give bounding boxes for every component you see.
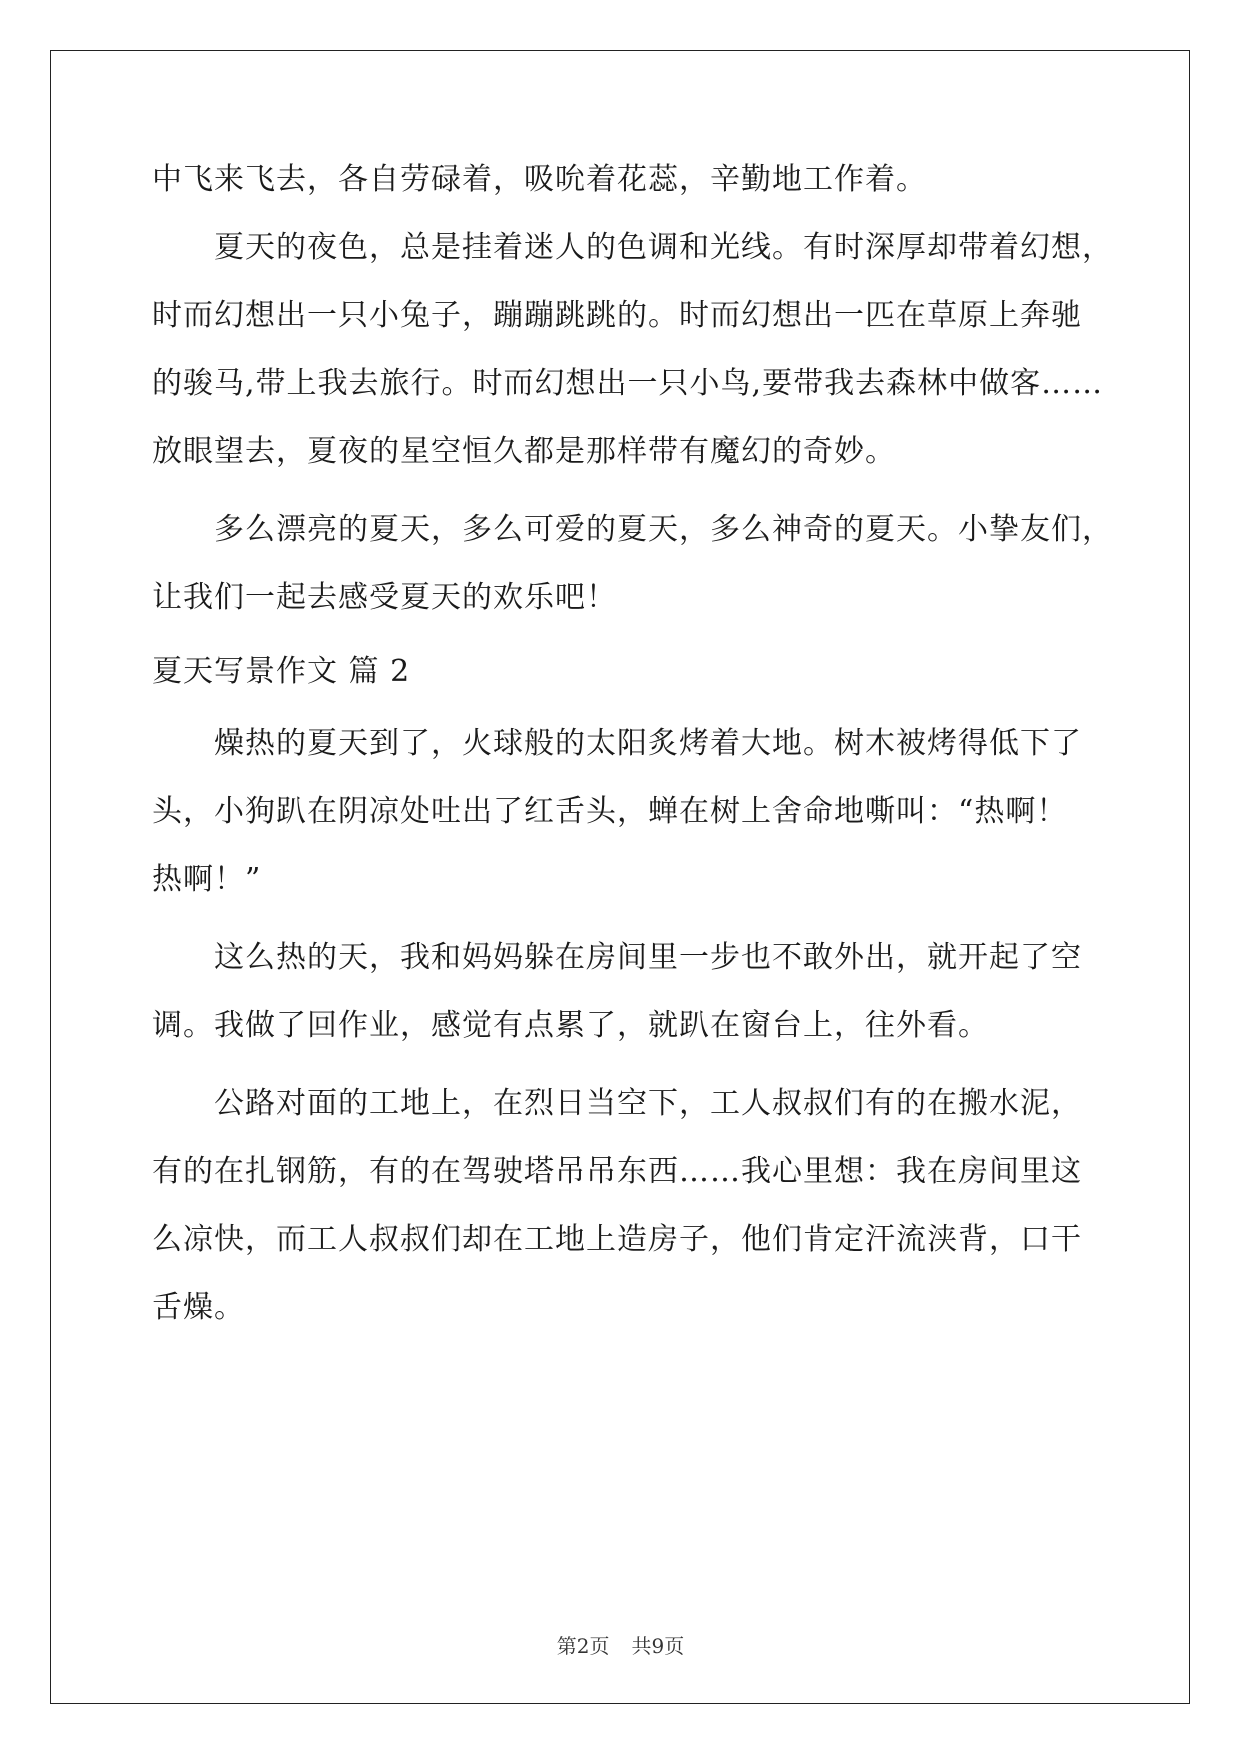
paragraph-start: 多么漂亮的夏天，多么可爱的夏天，多么神奇的夏天。小挚友们， bbox=[214, 512, 1113, 547]
text-line: 的骏马,带上我去旅行。时而幻想出一只小鸟,要带我去森林中做客…… bbox=[152, 366, 1104, 401]
text-line: 有的在扎钢筋，有的在驾驶塔吊吊东西……我心里想：我在房间里这 bbox=[152, 1154, 1082, 1189]
paragraph-start: 燥热的夏天到了，火球般的太阳炙烤着大地。树木被烤得低下了 bbox=[214, 726, 1082, 761]
paragraph-start: 公路对面的工地上，在烈日当空下，工人叔叔们有的在搬水泥， bbox=[214, 1086, 1082, 1121]
text-line: 放眼望去，夏夜的星空恒久都是那样带有魔幻的奇妙。 bbox=[152, 434, 896, 469]
text-line: 中飞来飞去，各自劳碌着，吸吮着花蕊，辛勤地工作着。 bbox=[152, 162, 927, 197]
section-heading: 夏天写景作文 篇 2 bbox=[152, 654, 411, 689]
page-total: 共9页 bbox=[631, 1634, 685, 1658]
text-line: 热啊！” bbox=[152, 862, 262, 897]
text-line: 么凉快，而工人叔叔们却在工地上造房子，他们肯定汗流浃背，口干 bbox=[152, 1222, 1082, 1257]
text-line: 调。我做了回作业，感觉有点累了，就趴在窗台上，往外看。 bbox=[152, 1008, 989, 1043]
paragraph-start: 夏天的夜色，总是挂着迷人的色调和光线。有时深厚却带着幻想， bbox=[214, 230, 1113, 265]
paragraph-start: 这么热的天，我和妈妈躲在房间里一步也不敢外出，就开起了空 bbox=[214, 940, 1082, 975]
text-line: 让我们一起去感受夏天的欢乐吧！ bbox=[152, 580, 617, 615]
page-number: 第2页 bbox=[556, 1634, 610, 1658]
text-line: 头，小狗趴在阴凉处吐出了红舌头，蝉在树上舍命地嘶叫：“热啊！ bbox=[152, 794, 1068, 829]
text-line: 时而幻想出一只小兔子，蹦蹦跳跳的。时而幻想出一匹在草原上奔驰 bbox=[152, 298, 1082, 333]
page-footer bbox=[0, 1630, 1241, 1659]
text-line: 舌燥。 bbox=[152, 1290, 245, 1325]
